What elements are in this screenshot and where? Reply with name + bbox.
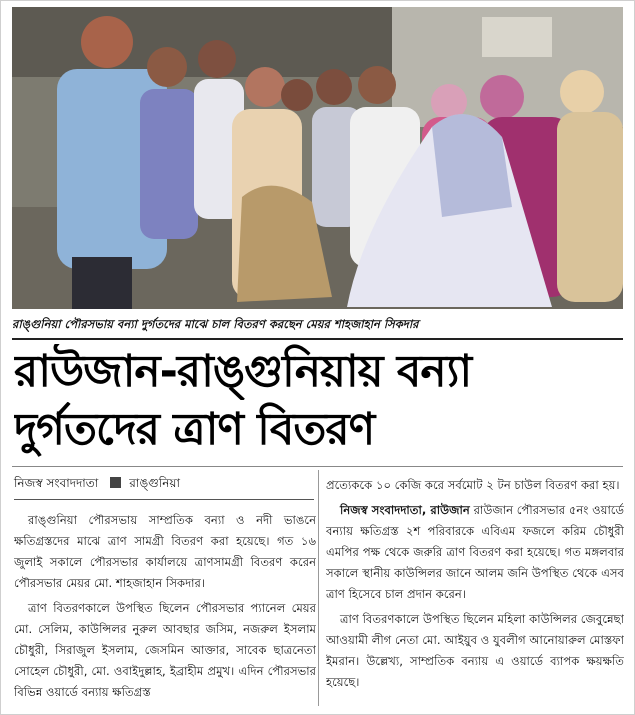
dateline-raozan: নিজস্ব সংবাদদাতা, রাউজান (340, 503, 470, 517)
headline-line-2: দুর্গতদের ত্রাণ বিতরণ (14, 404, 375, 455)
article-column-left (14, 510, 316, 708)
headline-line-1: রাউজান-রাঙ্গুনিয়ায় বন্যা (14, 346, 472, 397)
byline-rule (14, 499, 314, 500)
article-raozan-paragraph-1 (326, 500, 624, 605)
news-photo (12, 7, 623, 309)
byline-reporter: নিজস্ব সংবাদদাতা (14, 476, 99, 490)
square-bullet-icon (110, 477, 121, 488)
article-continuation: প্রত্যেককে ১০ কেজি করে সর্বমোট ২ টন চাউল বিতরণ করা হয়। (326, 478, 620, 492)
divider-rule (12, 338, 623, 340)
article-paragraph-1: রাঙ্গুনিয়া পৌরসভায় সাম্প্রতিক বন্যা ও নদী ভাঙনে ক্ষতিগ্রস্তদের মাঝে ত্রাণ সামগ্রী বিতরণ করা হয়েছে। গত ১৬ জুলাই সকালে পৌরসভার কার্যালয়ে ত্রাণসামগ্রী বিতরণ করেন পৌরসভার মেয়র মো. শাহজাহান সিকদার। (14, 513, 316, 590)
divider-rule-mid (12, 466, 623, 467)
raozan-text-1: রাউজান পৌরসভার ৫নং ওয়ার্ডে বন্যায় ক্ষতিগ্রস্ত ২শ পরিবারকে এবিএম ফজলে করিম চৌধুরী এমপির পক্ষ থেকে জরুরি ত্রাণ বিতরণ করা হয়েছে। গত মঙ্গলবার সকালে স্থানীয় কাউন্সিলর জানে আলম জনি উপস্থিত থেকে এসব ত্রাণ হিসেবে চাল প্রদান করেন। (326, 503, 624, 601)
photo-caption: রাঙ্গুনিয়া পৌরসভায় বন্যা দুর্গতদের মাঝে চাল বিতরণ করছেন মেয়র শাহজাহান সিকদার (12, 317, 419, 331)
article-raozan-paragraph-2: ত্রাণ বিতরণকালে উপস্থিত ছিলেন মহিলা কাউন্সিলর জেবুন্নেছা আওয়ামী লীগ নেতা মো. আইয়ুব ও যুবলীগ আনোয়ারুল মোস্তফা ইমরান। উল্লেখ্য, সাম্প্রতিক বন্যায় এ ওয়ার্ডে ব্যাপক ক্ষয়ক্ষতি হয়েছে। (326, 612, 624, 689)
column-divider (318, 470, 319, 706)
byline-place: রাঙ্গুনিয়া (129, 476, 180, 490)
article-paragraph-2: ত্রাণ বিতরণকালে উপস্থিত ছিলেন পৌরসভার প্যানেল মেয়র মো. সেলিম, কাউন্সিলর নুরুল আবছার জসিম, নজরুল ইসলাম চৌধুরী, সিরাজুল ইসলাম, জেসমিন আক্তার, সাবেক ছাত্রনেতা সোহেল চৌধুরী, মো. ওবাইদুল্লাহ, ইব্রাহীম প্রমুখ। এদিন পৌরসভার বিভিন্ন ওয়ার্ডে বন্যায় ক্ষতিগ্রস্ত (14, 601, 316, 699)
byline (14, 473, 314, 493)
photo-illustration (12, 7, 623, 309)
article-column-right (326, 475, 624, 708)
